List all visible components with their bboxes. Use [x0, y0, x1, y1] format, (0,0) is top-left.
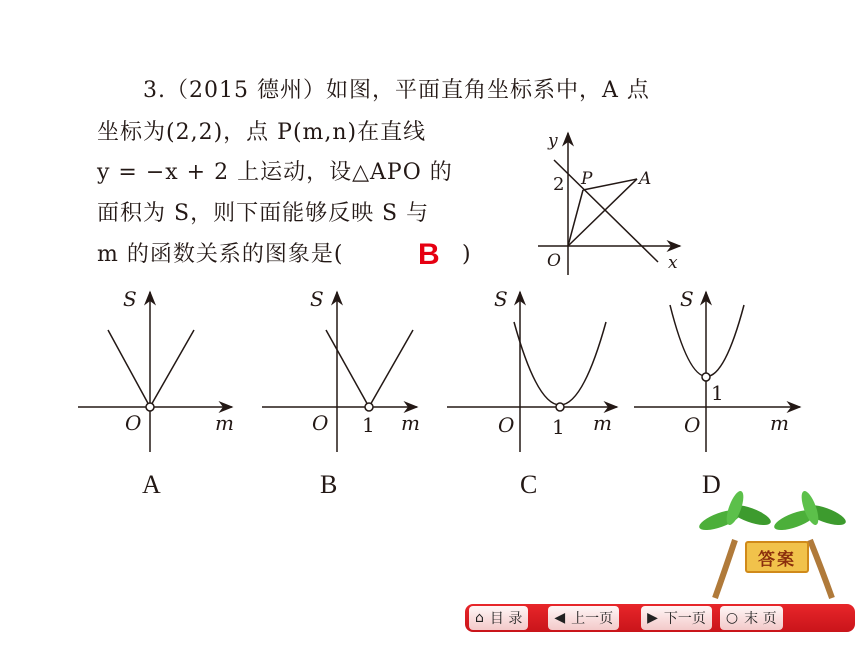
nav-bar — [465, 604, 855, 632]
last-page-label: 末 页 — [744, 611, 777, 627]
graph-c-s-label: S — [494, 287, 508, 311]
segment-op — [568, 190, 583, 246]
choice-c-label: C — [520, 470, 538, 499]
choice-d-label: D — [702, 470, 721, 499]
arrow-left-icon: ◀ — [554, 610, 566, 626]
toc-label: 目 录 — [489, 611, 523, 627]
graph-b-left-branch — [326, 330, 369, 407]
graph-b-origin-label: O — [312, 411, 329, 435]
graph-a-s-label: S — [123, 287, 137, 311]
graph-a-origin-label: O — [125, 411, 142, 435]
graph-d-m-label: m — [770, 411, 789, 435]
graph-c-m-label: m — [593, 411, 612, 435]
graph-d-s-label: S — [680, 287, 694, 311]
graph-c-origin-label: O — [498, 413, 515, 437]
next-page-label: 下一页 — [663, 611, 706, 627]
graph-c-parabola — [514, 322, 606, 405]
graph-d-tick-1: 1 — [711, 381, 724, 405]
graph-a-right-branch — [150, 330, 194, 407]
graph-d-parabola — [670, 305, 744, 377]
graph-a-left-branch — [108, 330, 150, 407]
arrow-right-icon: ▶ — [647, 610, 658, 626]
answer-text: B — [418, 238, 440, 271]
graph-c-open-point — [556, 403, 564, 411]
graph-b-right-branch — [369, 330, 413, 407]
graph-c — [447, 292, 617, 452]
graph-b-open-point — [365, 403, 373, 411]
graph-d-open-point — [702, 373, 710, 381]
main-tick-2: 2 — [553, 174, 565, 195]
toc-button[interactable] — [469, 606, 528, 630]
question-line-5-prefix: m 的函数关系的图象是( — [97, 242, 344, 267]
segment-oa — [568, 179, 637, 246]
graph-b-s-label: S — [310, 287, 324, 311]
last-page-button[interactable] — [720, 606, 783, 630]
graph-a — [78, 292, 232, 452]
graph-b-m-label: m — [401, 411, 420, 435]
prev-page-button[interactable] — [548, 606, 619, 630]
graph-c-tick-1: 1 — [552, 415, 565, 439]
home-icon: ⌂ — [475, 610, 484, 626]
choice-b-label: B — [320, 470, 338, 499]
main-a-label: A — [639, 169, 652, 189]
choice-a-label: A — [142, 470, 161, 499]
question-line-1: 3.（2015 德州）如图，平面直角坐标系中，A 点 — [143, 78, 650, 103]
next-page-button[interactable] — [641, 606, 712, 630]
circle-icon: ○ — [725, 610, 739, 626]
question-line-3: y = −x + 2 上运动，设△APO 的 — [97, 160, 453, 185]
question-line-4: 面积为 S，则下面能够反映 S 与 — [97, 201, 430, 226]
main-y-label: y — [548, 131, 558, 151]
graph-a-open-point — [146, 403, 154, 411]
question-line-5-suffix: ) — [462, 242, 472, 267]
graph-b — [262, 292, 417, 452]
graph-a-m-label: m — [215, 411, 234, 435]
main-p-label: P — [581, 169, 593, 189]
answer-button[interactable]: 答案 — [745, 541, 809, 573]
graph-d-origin-label: O — [684, 413, 701, 437]
main-origin-label: O — [547, 251, 561, 271]
main-x-label: x — [668, 253, 678, 273]
question-line-2: 坐标为(2,2)，点 P(m,n)在直线 — [97, 120, 427, 145]
prev-page-label: 上一页 — [571, 611, 614, 627]
graph-b-tick-1: 1 — [362, 413, 375, 437]
